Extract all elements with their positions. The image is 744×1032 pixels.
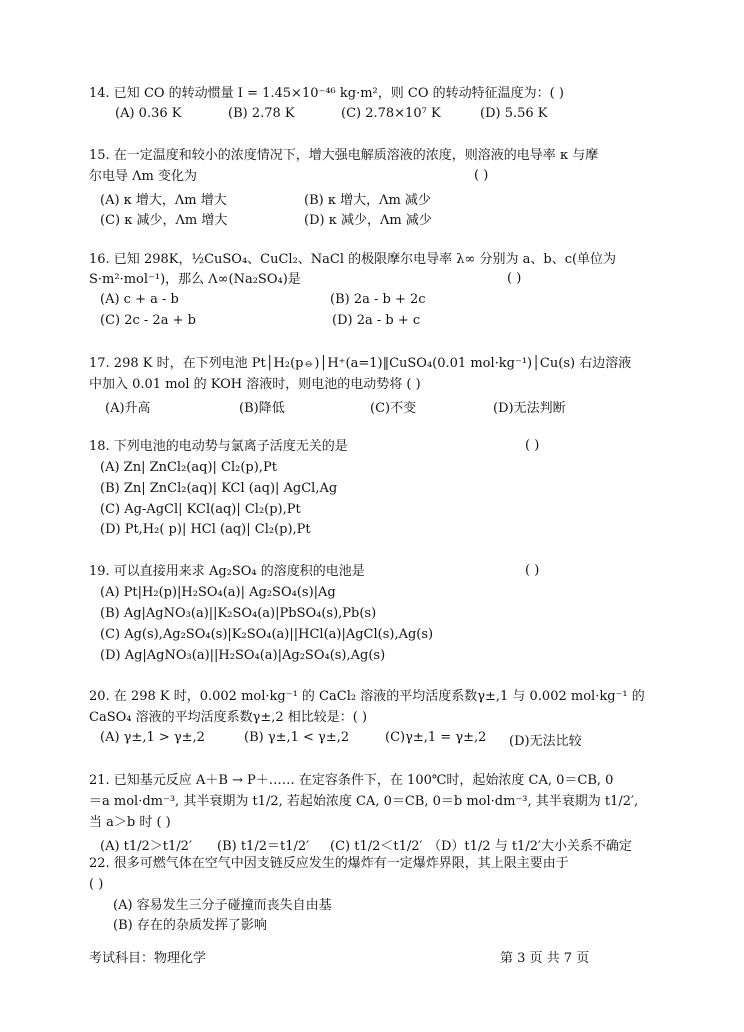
footer-subject: 考试科目：物理化学: [89, 951, 207, 966]
q18-option-d: (D) Pt,H₂( p)| HCl (aq)| Cl₂(p),Pt: [100, 522, 311, 537]
q15-line1: 15. 在一定温度和较小的浓度情况下，增大强电解质溶液的浓度，则溶液的电导率 κ 与摩: [89, 148, 599, 163]
q15-answer-blank: ( ): [474, 168, 489, 183]
q21-option-a: (A) t1/2＞t1/2′: [100, 839, 192, 854]
q17-option-a: (A)升高: [105, 401, 151, 416]
q16-line2: S·m²·mol⁻¹)，那么 Λ∞(Na₂SO₄)是: [89, 272, 301, 287]
q14-option-d: (D) 5.56 K: [480, 106, 548, 121]
q20-option-c: (C)γ±,1 = γ±,2: [385, 730, 487, 745]
q15-option-b: (B) κ 增大，Λm 减少: [304, 193, 431, 208]
q21-option-d: （D）t1/2 与 t1/2′大小关系不确定: [428, 839, 632, 854]
q21-option-b: (B) t1/2＝t1/2′: [217, 839, 310, 854]
q22-option-a: (A) 容易发生三分子碰撞而丧失自由基: [113, 898, 332, 913]
q14-option-a: (A) 0.36 K: [115, 106, 182, 121]
q20-option-d: (D)无法比较: [509, 734, 582, 749]
q18-option-c: (C) Ag-AgCl| KCl(aq)| Cl₂(p),Pt: [100, 502, 301, 517]
q17-option-c: (C)不变: [370, 401, 417, 416]
q15-option-c: (C) κ 减少，Λm 增大: [100, 213, 228, 228]
q16-option-b: (B) 2a - b + 2c: [330, 292, 426, 307]
q16-option-a: (A) c + a - b: [100, 292, 179, 307]
q21-line2: ＝a mol·dm⁻³, 其半衰期为 t1/2, 若起始浓度 CA, 0＝CB, 0＝b mol·dm⁻³, 其半衰期为 t1/2′,: [89, 794, 639, 809]
q22-option-b: (B) 存在的杂质发挥了影响: [113, 918, 267, 933]
q14-stem: 14. 已知 CO 的转动惯量 I = 1.45×10⁻⁴⁶ kg·m²，则 CO 的转动特征温度为：( ): [89, 86, 564, 101]
q21-line3: 当 a＞b 时 ( ): [89, 815, 171, 830]
q18-stem: 18. 下列电池的电动势与氯离子活度无关的是: [89, 439, 348, 454]
q19-option-b: (B) Ag|AgNO₃(a)||K₂SO₄(a)|PbSO₄(s),Pb(s): [100, 606, 377, 621]
q19-option-a: (A) Pt|H₂(p)|H₂SO₄(a)| Ag₂SO₄(s)|Ag: [100, 585, 336, 600]
q16-line1: 16. 已知 298K，½CuSO₄、CuCl₂、NaCl 的极限摩尔电导率 λ∞ 分别为 a、b、c(单位为: [89, 252, 617, 267]
q19-answer-blank: ( ): [525, 563, 540, 578]
q21-option-c: (C) t1/2＜t1/2′: [330, 839, 423, 854]
q15-option-a: (A) κ 增大，Λm 增大: [100, 193, 227, 208]
q20-option-a: (A) γ±,1 > γ±,2: [100, 730, 205, 745]
q22-line2: ( ): [89, 877, 104, 892]
q16-option-c: (C) 2c - 2a + b: [100, 313, 196, 328]
q14-option-c: (C) 2.78×10⁷ K: [341, 106, 441, 121]
q19-option-c: (C) Ag(s),Ag₂SO₄(s)|K₂SO₄(a)||HCl(a)|AgCl(s),Ag(s): [100, 627, 434, 642]
q20-option-b: (B) γ±,1 < γ±,2: [244, 730, 350, 745]
q20-line1: 20. 在 298 K 时，0.002 mol·kg⁻¹ 的 CaCl₂ 溶液的平均活度系数γ±,1 与 0.002 mol·kg⁻¹ 的: [89, 689, 645, 704]
footer-page-number: 第 3 页 共 7 页: [500, 951, 590, 966]
q17-line1: 17. 298 K 时，在下列电池 Pt│H₂(p⦵)│H⁺(a=1)‖CuSO₄(0.01 mol·kg⁻¹)│Cu(s) 右边溶液: [89, 356, 632, 371]
q14-option-b: (B) 2.78 K: [228, 106, 295, 121]
q17-line2: 中加入 0.01 mol 的 KOH 溶液时，则电池的电动势将 ( ): [89, 377, 421, 392]
q17-option-b: (B)降低: [239, 401, 285, 416]
q17-option-d: (D)无法判断: [493, 401, 566, 416]
q19-option-d: (D) Ag|AgNO₃(a)||H₂SO₄(a)|Ag₂SO₄(s),Ag(s): [100, 648, 386, 663]
q15-line2: 尔电导 Λm 变化为: [89, 169, 197, 184]
q18-answer-blank: ( ): [525, 438, 540, 453]
q15-option-d: (D) κ 减少，Λm 减少: [304, 213, 432, 228]
q16-option-d: (D) 2a - b + c: [332, 313, 421, 328]
q22-line1: 22. 很多可燃气体在空气中因支链反应发生的爆炸有一定爆炸界限，其上限主要由于: [89, 856, 569, 871]
q18-option-b: (B) Zn| ZnCl₂(aq)| KCl (aq)| AgCl,Ag: [100, 481, 338, 496]
q21-line1: 21. 已知基元反应 A＋B → P＋…… 在定容条件下，在 100℃时，起始浓度 CA, 0＝CB, 0: [89, 773, 614, 788]
q20-line2: CaSO₄ 溶液的平均活度系数γ±,2 相比较是：( ): [89, 710, 368, 725]
q18-option-a: (A) Zn| ZnCl₂(aq)| Cl₂(p),Pt: [100, 460, 277, 475]
q19-stem: 19. 可以直接用来求 Ag₂SO₄ 的溶度积的电池是: [89, 564, 365, 579]
q16-answer-blank: ( ): [507, 271, 522, 286]
